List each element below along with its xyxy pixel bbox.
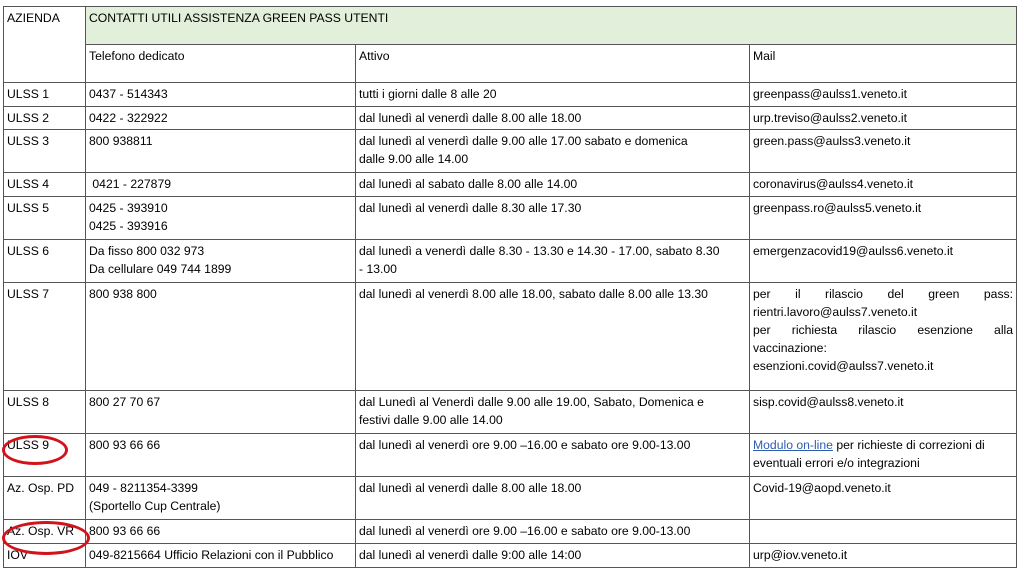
row-hours: dal lunedì al venerdì dalle 8.00 alle 18.00	[356, 477, 750, 520]
row-phone-line: (Sportello Cup Centrale)	[89, 499, 221, 513]
row-mail-line: per il rilascio del green pass:	[753, 287, 1014, 301]
row-hours: dal lunedì al venerdì 8.00 alle 18.00, sabato dalle 8.00 alle 13.30	[356, 283, 750, 391]
table-row	[4, 283, 1017, 391]
table-row	[4, 477, 1017, 520]
table-row	[4, 107, 1017, 130]
row-hours	[356, 391, 750, 434]
row-name: IOV	[4, 544, 86, 568]
header-azienda: AZIENDA	[4, 7, 86, 83]
row-mail: coronavirus@aulss4.veneto.it	[750, 173, 1017, 197]
row-hours: dal lunedì al venerdì ore 9.00 –16.00 e sabato ore 9.00-13.00	[356, 520, 750, 544]
row-mail	[750, 520, 1017, 544]
table-title: CONTATTI UTILI ASSISTENZA GREEN PASS UTENTI	[86, 7, 1017, 45]
row-mail-line: vaccinazione:	[753, 341, 827, 355]
row-phone: 0437 - 514343	[86, 83, 356, 107]
row-mail-line: per richiesta rilascio esenzione alla	[753, 323, 1014, 337]
row-phone: 800 938 800	[86, 283, 356, 391]
row-phone	[86, 240, 356, 283]
row-hours: dal lunedì al venerdì dalle 9:00 alle 14:00	[356, 544, 750, 568]
row-mail-line: rientri.lavoro@aulss7.veneto.it	[753, 305, 918, 319]
row-phone-line: 0425 - 393916	[89, 219, 168, 233]
header-telefono: Telefono dedicato	[86, 45, 356, 83]
row-name: ULSS 7	[4, 283, 86, 391]
row-hours: dal lunedì al venerdì dalle 8.30 alle 17.30	[356, 197, 750, 240]
row-hours: dal lunedì al venerdì dalle 8.00 alle 18.00	[356, 107, 750, 130]
row-name: ULSS 4	[4, 173, 86, 197]
row-hours-line: dal Lunedì al Venerdì dalle 9.00 alle 19.00, Sabato, Domenica e	[359, 395, 704, 409]
row-hours-line: dalle 9.00 alle 14.00	[359, 152, 469, 166]
row-phone: 049-8215664 Ufficio Relazioni con il Pubblico	[86, 544, 356, 568]
header-mail: Mail	[750, 45, 1017, 83]
row-hours: tutti i giorni dalle 8 alle 20	[356, 83, 750, 107]
row-name: ULSS 6	[4, 240, 86, 283]
row-mail: greenpass@aulss1.veneto.it	[750, 83, 1017, 107]
row-phone-line: 0425 - 393910	[89, 201, 168, 215]
row-mail: greenpass.ro@aulss5.veneto.it	[750, 197, 1017, 240]
row-hours-line: - 13.00	[359, 262, 397, 276]
row-hours	[356, 130, 750, 173]
row-mail	[750, 434, 1017, 477]
row-mail: Covid-19@aopd.veneto.it	[750, 477, 1017, 520]
row-hours	[356, 240, 750, 283]
header-attivo: Attivo	[356, 45, 750, 83]
row-name: ULSS 8	[4, 391, 86, 434]
row-mail-line	[753, 436, 1013, 454]
row-phone-line: 049 - 8211354-3399	[89, 481, 198, 495]
row-mail: urp@iov.veneto.it	[750, 544, 1017, 568]
row-name: ULSS 1	[4, 83, 86, 107]
row-phone: 0422 - 322922	[86, 107, 356, 130]
row-name: ULSS 2	[4, 107, 86, 130]
row-hours: dal lunedì al sabato dalle 8.00 alle 14.00	[356, 173, 750, 197]
row-mail	[750, 283, 1017, 391]
table-row	[4, 83, 1017, 107]
row-name: ULSS 9	[4, 434, 86, 477]
row-mail: emergenzacovid19@aulss6.veneto.it	[750, 240, 1017, 283]
row-mail-text: per richieste di correzioni di	[832, 438, 985, 452]
table-row	[4, 434, 1017, 477]
row-name: ULSS 5	[4, 197, 86, 240]
row-hours: dal lunedì al venerdì ore 9.00 –16.00 e sabato ore 9.00-13.00	[356, 434, 750, 477]
row-phone	[86, 197, 356, 240]
row-name: ULSS 3	[4, 130, 86, 173]
row-mail: urp.treviso@aulss2.veneto.it	[750, 107, 1017, 130]
row-phone-line: Da fisso 800 032 973	[89, 244, 205, 258]
row-hours-line: festivi dalle 9.00 alle 14.00	[359, 413, 503, 427]
row-phone: 800 27 70 67	[86, 391, 356, 434]
table-row	[4, 173, 1017, 197]
row-hours-line: dal lunedì a venerdì dalle 8.30 - 13.30 e 14.30 - 17.00, sabato 8.30	[359, 244, 720, 258]
row-mail: green.pass@aulss3.veneto.it	[750, 130, 1017, 173]
table-row	[4, 197, 1017, 240]
row-phone: 800 938811	[86, 130, 356, 173]
row-phone: 800 93 66 66	[86, 520, 356, 544]
row-hours-line: dal lunedì al venerdì dalle 9.00 alle 17.00 sabato e domenica	[359, 134, 688, 148]
row-phone-line: 0421 - 227879	[89, 177, 171, 191]
row-mail-line: eventuali errori e/o integrazioni	[753, 456, 920, 470]
row-phone	[86, 477, 356, 520]
row-phone-line: Da cellulare 049 744 1899	[89, 262, 232, 276]
table-row	[4, 520, 1017, 544]
table-row	[4, 391, 1017, 434]
table-row	[4, 544, 1017, 568]
row-name: Az. Osp. PD	[4, 477, 86, 520]
modulo-online-link[interactable]: Modulo on-line	[753, 438, 833, 452]
row-phone: 800 93 66 66	[86, 434, 356, 477]
row-mail: sisp.covid@aulss8.veneto.it	[750, 391, 1017, 434]
row-phone	[86, 173, 356, 197]
table-row	[4, 240, 1017, 283]
contacts-table	[3, 6, 1017, 568]
row-mail-line: esenzioni.covid@aulss7.veneto.it	[753, 359, 934, 373]
table-row	[4, 130, 1017, 173]
row-name: Az. Osp. VR	[4, 520, 86, 544]
